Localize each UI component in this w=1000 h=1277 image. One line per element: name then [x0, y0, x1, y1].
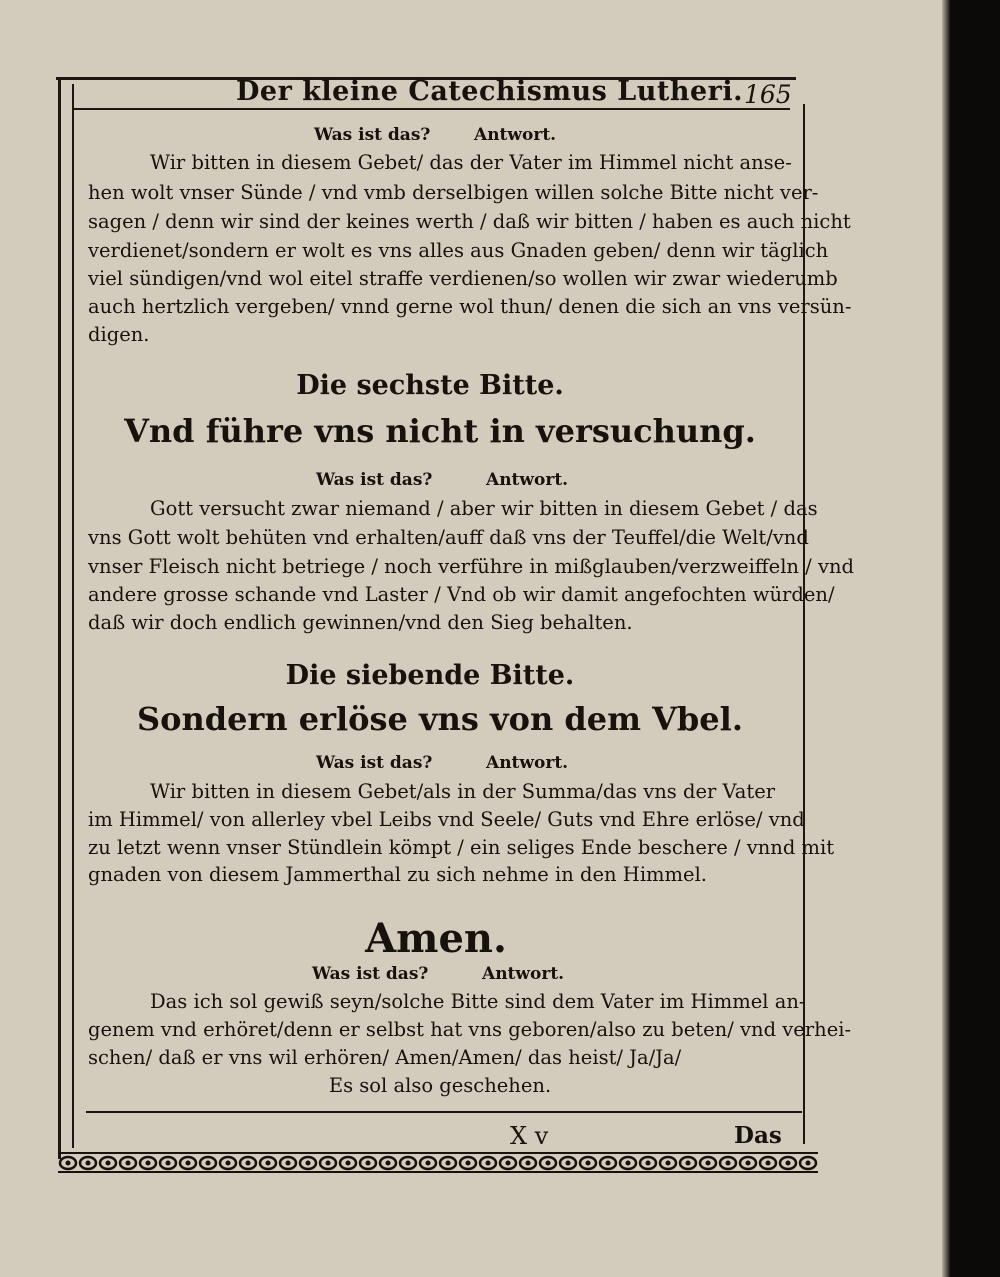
text-line: gnaden von diesem Jammerthal zu sich nehme in den Himmel. [88, 863, 708, 886]
text-line: digen. [88, 323, 150, 346]
bottom-rule [86, 1111, 802, 1113]
amen-heading: Amen. [365, 915, 507, 962]
text-line: vnser Fleisch nicht betriege / noch verführe in mißglauben/verzweiffeln / vnd [88, 555, 855, 578]
catchword: Das [734, 1122, 782, 1149]
text-line: verdienet/sondern er wolt es vns alles aus Gnaden geben/ denn wir täglich [88, 239, 829, 262]
text-line: genem vnd erhöret/denn er selbst hat vns geboren/also zu beten/ vnd verhei- [88, 1018, 852, 1041]
section-heading: Die sechste Bitte. [296, 370, 564, 401]
text-line: hen wolt vnser Sünde / vnd vmb derselbigen willen solche Bitte nicht ver- [88, 181, 819, 204]
text-line: Wir bitten in diesem Gebet/als in der Summa/das vns der Vater [150, 780, 776, 803]
text-line: sagen / denn wir sind der keines werth / daß wir bitten / haben es auch nicht [88, 210, 851, 233]
answer-label: Antwort. [482, 964, 565, 984]
text-line: Gott versucht zwar niemand / aber wir bitten in diesem Gebet / das [150, 497, 818, 520]
text-line: Das ich sol gewiß seyn/solche Bitte sind dem Vater im Himmel an- [150, 990, 806, 1013]
question-label: Was ist das? [312, 964, 429, 984]
text-line: andere grosse schande vnd Laster / Vnd ob wir damit angefochten würden/ [88, 583, 835, 606]
left-frame-rule [58, 77, 61, 1159]
question-label: Was ist das? [316, 753, 433, 773]
text-line: viel sündigen/vnd wol eitel straffe verdienen/so wollen wir zwar wiederumb [88, 267, 838, 290]
text-line: im Himmel/ von allerley vbel Leibs vnd Seele/ Guts vnd Ehre erlöse/ vnd [88, 808, 805, 831]
text-line: schen/ daß er vns wil erhören/ Amen/Amen/ das heist/ Ja/Ja/ [88, 1046, 682, 1069]
closing-line: Es sol also geschehen. [328, 1074, 552, 1097]
question-label: Was ist das? [316, 470, 433, 490]
petition-title: Sondern erlöse vns von dem Vbel. [137, 700, 743, 738]
text-line: zu letzt wenn vnser Stündlein kömpt / ein seliges Ende beschere / vnnd mit [88, 836, 835, 859]
section-heading: Die siebende Bitte. [285, 660, 575, 691]
text-line: auch hertzlich vergeben/ vnnd gerne wol thun/ denen die sich an vns versün- [88, 295, 852, 318]
running-title: Der kleine Catechismus Lutheri. [236, 76, 744, 107]
left-inner-rule [72, 84, 74, 1148]
header-underline [72, 108, 790, 110]
answer-label: Antwort. [474, 125, 557, 145]
petition-title: Vnd führe vns nicht in versuchung. [124, 412, 756, 450]
text-line: Wir bitten in diesem Gebet/ das der Vater im Himmel nicht anse- [150, 151, 792, 174]
answer-label: Antwort. [486, 753, 569, 773]
question-label: Was ist das? [314, 125, 431, 145]
text-line: daß wir doch endlich gewinnen/vnd den Sieg behalten. [88, 611, 633, 634]
signature-mark: X v [510, 1122, 549, 1150]
answer-label: Antwort. [486, 470, 569, 490]
page-number: 165 [744, 80, 792, 109]
decorative-border-ornament [58, 1150, 818, 1174]
page-edge-shadow [942, 0, 950, 1277]
text-line: vns Gott wolt behüten vnd erhalten/auff daß vns der Teuffel/die Welt/vnd [88, 526, 809, 549]
